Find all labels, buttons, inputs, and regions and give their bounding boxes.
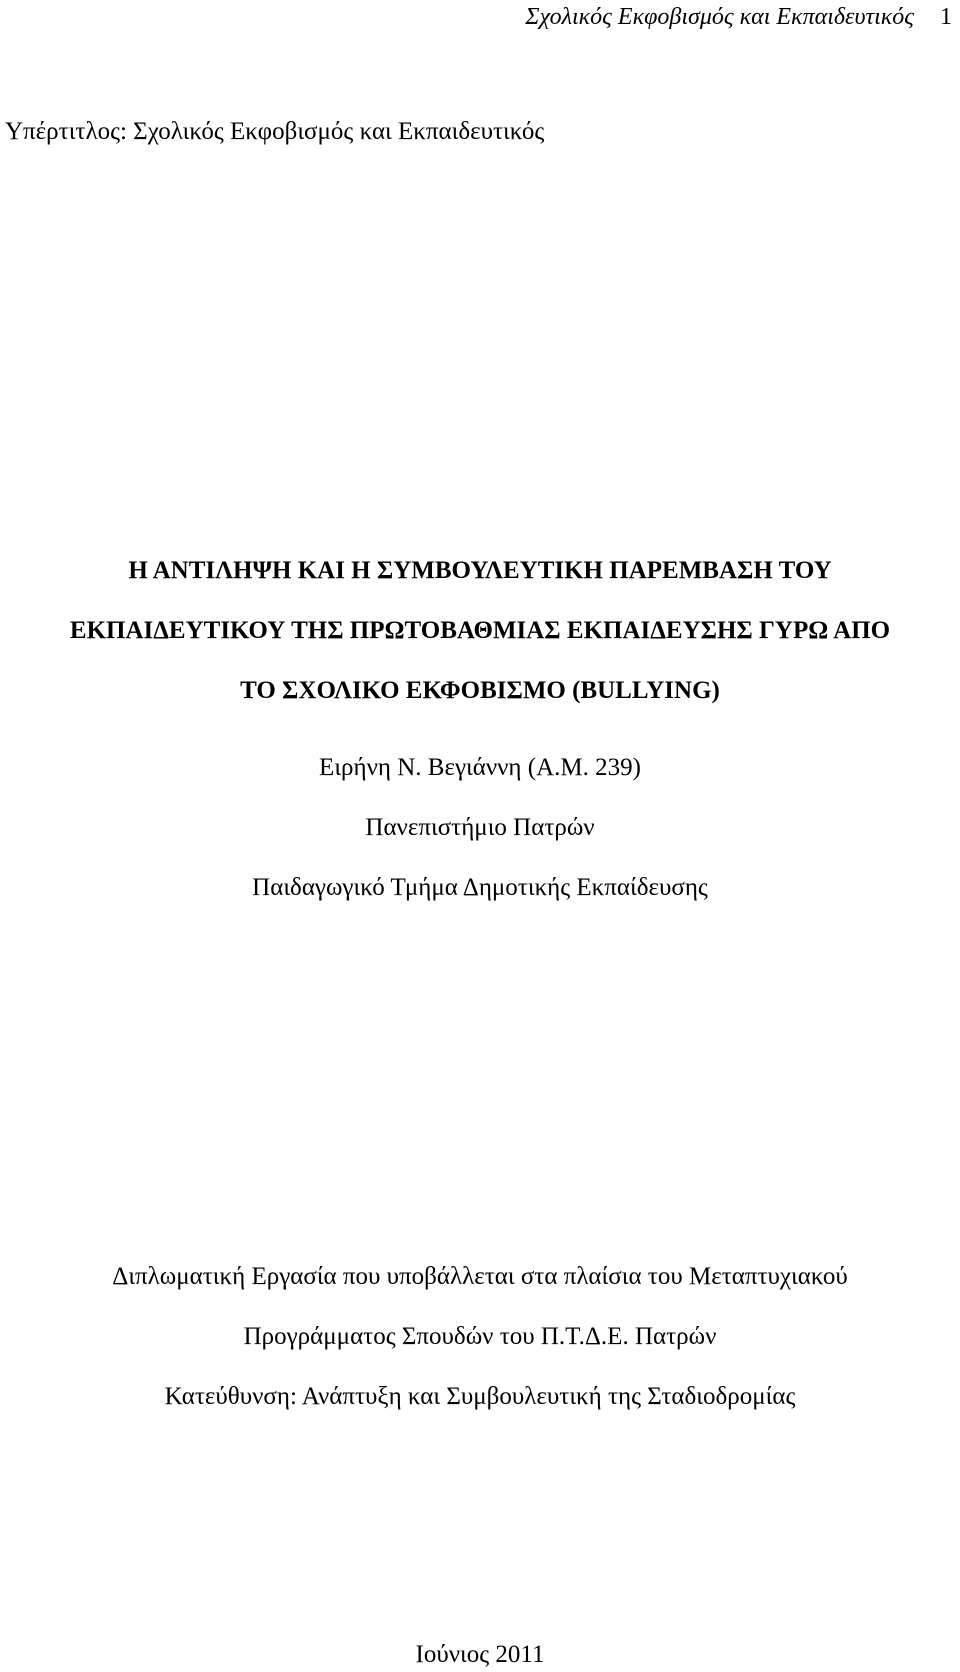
title-line-2: ΕΚΠΑΙΔΕΥΤΙΚΟΥ ΤΗΣ ΠΡΩΤΟΒΑΘΜΙΑΣ ΕΚΠΑΙΔΕΥΣΗΣ ΓΥΡΩ ΑΠΟ xyxy=(69,617,891,644)
thesis-direction: Κατεύθυνση: Ανάπτυξη και Συμβουλευτική της Σταδιοδρομίας xyxy=(164,1383,796,1410)
thesis-title xyxy=(0,556,960,736)
thesis-statement xyxy=(0,1262,960,1442)
page-number: 1 xyxy=(940,4,952,30)
university-name: Πανεπιστήμιο Πατρών xyxy=(365,814,595,841)
running-head xyxy=(525,2,952,32)
title-line-1: Η ΑΝΤΙΛΗΨΗ ΚΑΙ Η ΣΥΜΒΟΥΛΕΥΤΙΚΗ ΠΑΡΕΜΒΑΣΗ ΤΟΥ xyxy=(128,557,832,584)
author-name: Ειρήνη Ν. Βεγιάννη (Α.Μ. 239) xyxy=(319,754,641,781)
thesis-line-2: Προγράμματος Σπουδών του Π.Τ.Δ.Ε. Πατρών xyxy=(243,1323,717,1350)
author-info xyxy=(0,753,960,933)
thesis-line-1: Διπλωματική Εργασία που υποβάλλεται στα πλαίσια του Μεταπτυχιακού xyxy=(112,1263,848,1290)
submission-date: Ιούνιος 2011 xyxy=(415,1641,545,1668)
department-name: Παιδαγωγικό Τμήμα Δημοτικής Εκπαίδευσης xyxy=(252,874,708,901)
running-head-title: Σχολικός Εκφοβισμός και Εκπαιδευτικός xyxy=(525,4,914,30)
running-head-subtitle: Υπέρτιτλος: Σχολικός Εκφοβισμός και Εκπαιδευτικός xyxy=(5,118,545,145)
title-line-3: ΤΟ ΣΧΟΛΙΚΟ ΕΚΦΟΒΙΣΜΟ (BULLYING) xyxy=(240,677,720,704)
